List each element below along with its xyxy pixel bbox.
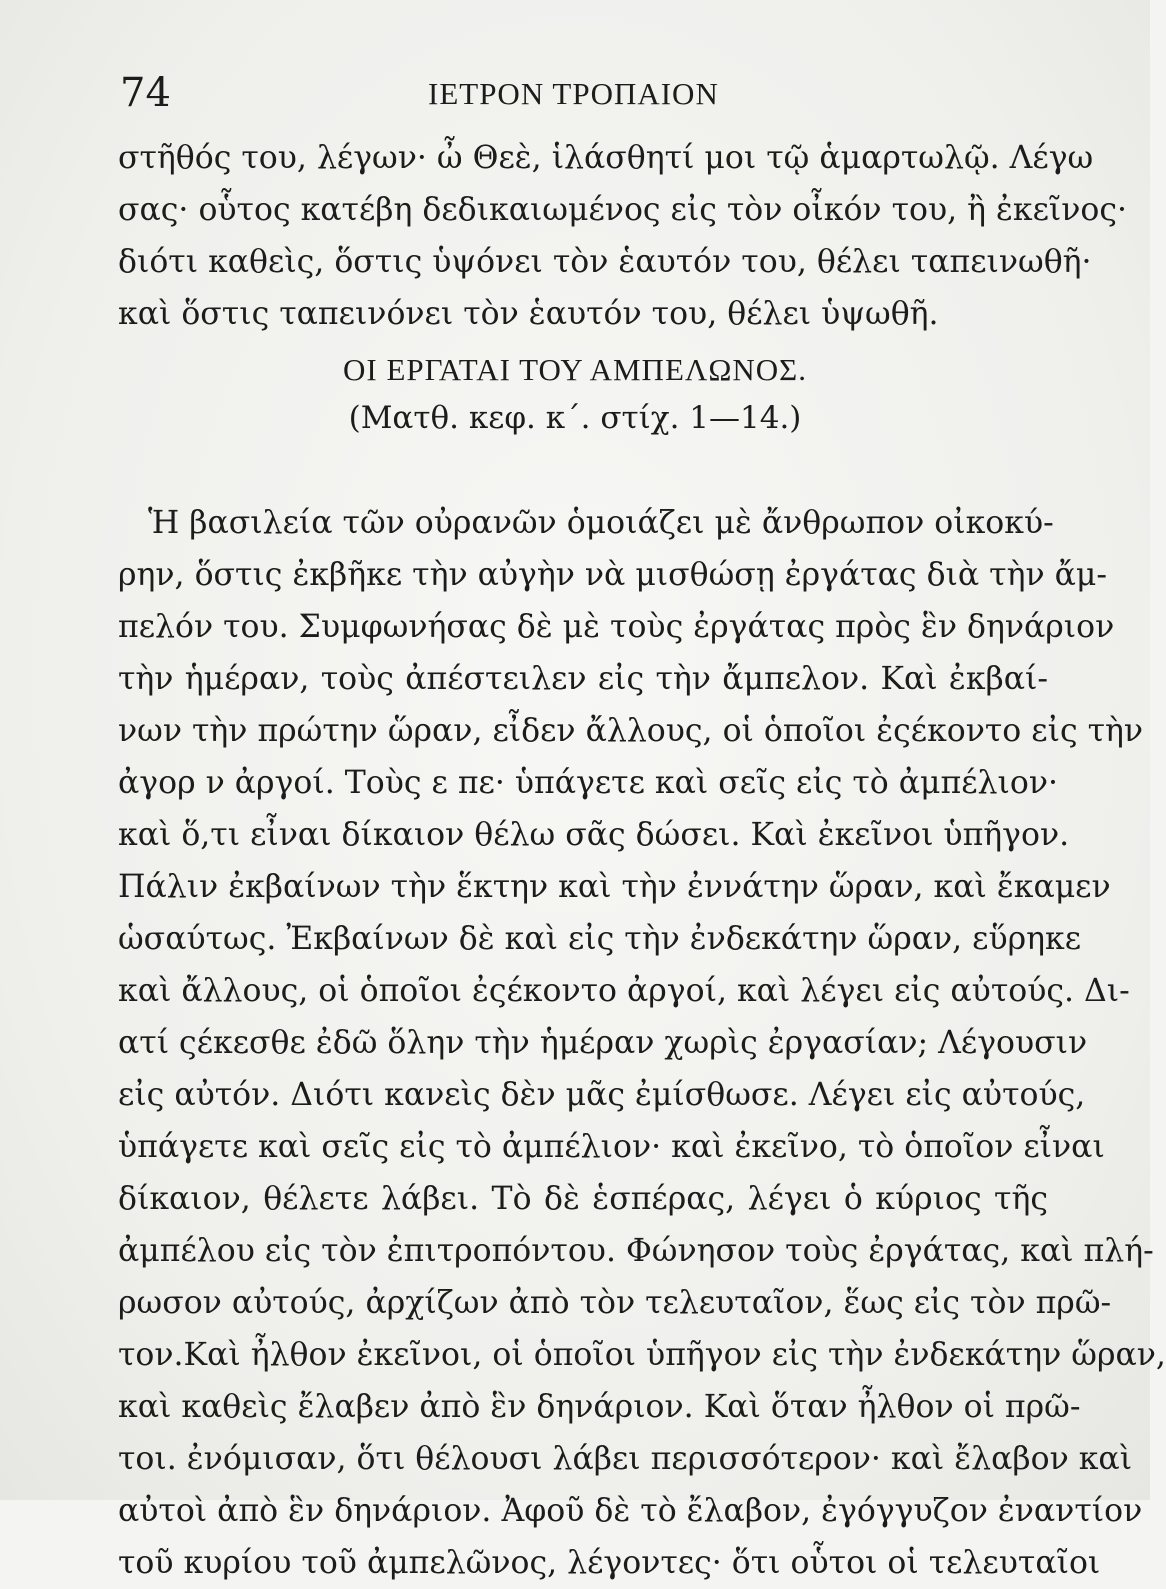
- text-line: δίκαιον, θέλετε λάβει. Τὸ δὲ ἑσπέρας, λέγει ὁ κύριος τῆς: [118, 1181, 1048, 1217]
- text-line: σας· οὗτος κατέβη δεδικαιωμένος εἰς τὸν οἶκόν του, ἢ ἐκεῖνος·: [118, 192, 1128, 228]
- text-line: ὑπάγετε καὶ σεῖς εἰς τὸ ἀμπέλιον· καὶ ἐκεῖνο, τὸ ὁποῖον εἶναι: [118, 1129, 1105, 1165]
- text-line: εἰς αὐτόν. Διότι κανεὶς δὲν μᾶς ἐμίσθωσε. Λέγει εἰς αὐτούς,: [118, 1077, 1086, 1113]
- text-line: καὶ ὅ,τι εἶναι δίκαιον θέλω σᾶς δώσει. Καὶ ἐκεῖνοι ὑπῆγον.: [118, 817, 1070, 853]
- text-line: νων τὴν πρώτην ὥραν, εἶδεν ἄλλους, οἱ ὁποῖοι ἐςέκοντο εἰς τὴν: [118, 713, 1144, 749]
- text-line: ἀγορ ν ἀργοί. Τοὺς ε πε· ὑπάγετε καὶ σεῖς εἰς τὸ ἀμπέλιον·: [118, 765, 1058, 801]
- text-line: Πάλιν ἐκβαίνων τὴν ἕκτην καὶ τὴν ἐννάτην ὥραν, καὶ ἔκαμεν: [118, 869, 1111, 905]
- page-header: [120, 70, 1040, 120]
- running-title: ΙΕΤΡΟΝ ΤΡΟΠΑΙΟΝ: [428, 76, 719, 111]
- text-line: καὶ ὅστις ταπεινόνει τὸν ἑαυτόν του, θέλει ὑψωθῆ.: [118, 296, 939, 332]
- body-paragraph: [118, 497, 1166, 1589]
- scripture-reference: (Ματθ. κεφ. κ΄. στίχ. 1—14.): [348, 400, 802, 436]
- section-title: ΟΙ ΕΡΓΑΤΑΙ ΤΟΥ ΑΜΠΕΛΩΝΟΣ.: [343, 352, 807, 387]
- text-line: ἀμπέλου εἰς τὸν ἐπιτροπόντου. Φώνησον τοὺς ἐργάτας, καὶ πλή-: [118, 1233, 1154, 1269]
- text-line: ρην, ὅστις ἐκβῆκε τὴν αὐγὴν νὰ μισθώσῃ ἐργάτας διὰ τὴν ἄμ-: [118, 557, 1108, 593]
- text-line: τον.Καὶ ἦλθον ἐκεῖνοι, οἱ ὁποῖοι ὑπῆγον εἰς τὴν ἐνδεκάτην ὥραν,: [118, 1337, 1166, 1373]
- text-line: καὶ καθεὶς ἔλαβεν ἀπὸ ἓν δηνάριον. Καὶ ὅταν ἦλθον οἱ πρῶ-: [118, 1389, 1081, 1425]
- text-line: τοι. ἐνόμισαν, ὅτι θέλουσι λάβει περισσότερον· καὶ ἔλαβον καὶ: [118, 1441, 1133, 1477]
- text-line: διότι καθεὶς, ὅστις ὑψόνει τὸν ἑαυτόν του, θέλει ταπεινωθῆ·: [118, 244, 1092, 280]
- text-line: Ἡ βασιλεία τῶν οὐρανῶν ὁμοιάζει μὲ ἄνθρωπον οἰκοκύ-: [148, 505, 1054, 541]
- intro-paragraph: [118, 132, 1128, 340]
- text-line: ρωσον αὐτούς, ἀρχίζων ἀπὸ τὸν τελευταῖον, ἕως εἰς τὸν πρῶ-: [118, 1285, 1112, 1321]
- text-line: ατί ςέκεσθε ἐδῶ ὅλην τὴν ἡμέραν χωρὶς ἐργασίαν; Λέγουσιν: [118, 1025, 1088, 1061]
- text-line: αὐτοὶ ἀπὸ ἓν δηνάριον. Ἀφοῦ δὲ τὸ ἔλαβον, ἐγόγγυζον ἐναντίον: [118, 1493, 1143, 1529]
- text-line: στῆθός του, λέγων· ὦ Θεὲ, ἱλάσθητί μοι τῷ ἁμαρτωλῷ. Λέγω: [118, 140, 1094, 176]
- text-line: τὴν ἡμέραν, τοὺς ἀπέστειλεν εἰς τὴν ἄμπελον. Καὶ ἐκβαί-: [118, 661, 1048, 697]
- text-line: τοῦ κυρίου τοῦ ἀμπελῶνος, λέγοντες· ὅτι οὗτοι οἱ τελευταῖοι: [118, 1545, 1101, 1581]
- text-line: καὶ ἄλλους, οἱ ὁποῖοι ἐςέκοντο ἀργοί, καὶ λέγει εἰς αὐτούς. Δι-: [118, 973, 1130, 1009]
- text-line: πελόν του. Συμφωνήσας δὲ μὲ τοὺς ἐργάτας πρὸς ἓν δηνάριον: [118, 609, 1115, 645]
- text-line: ὡσαύτως. Ἐκβαίνων δὲ καὶ εἰς τὴν ἐνδεκάτην ὥραν, εὕρηκε: [118, 921, 1082, 957]
- page-number: 74: [120, 70, 171, 116]
